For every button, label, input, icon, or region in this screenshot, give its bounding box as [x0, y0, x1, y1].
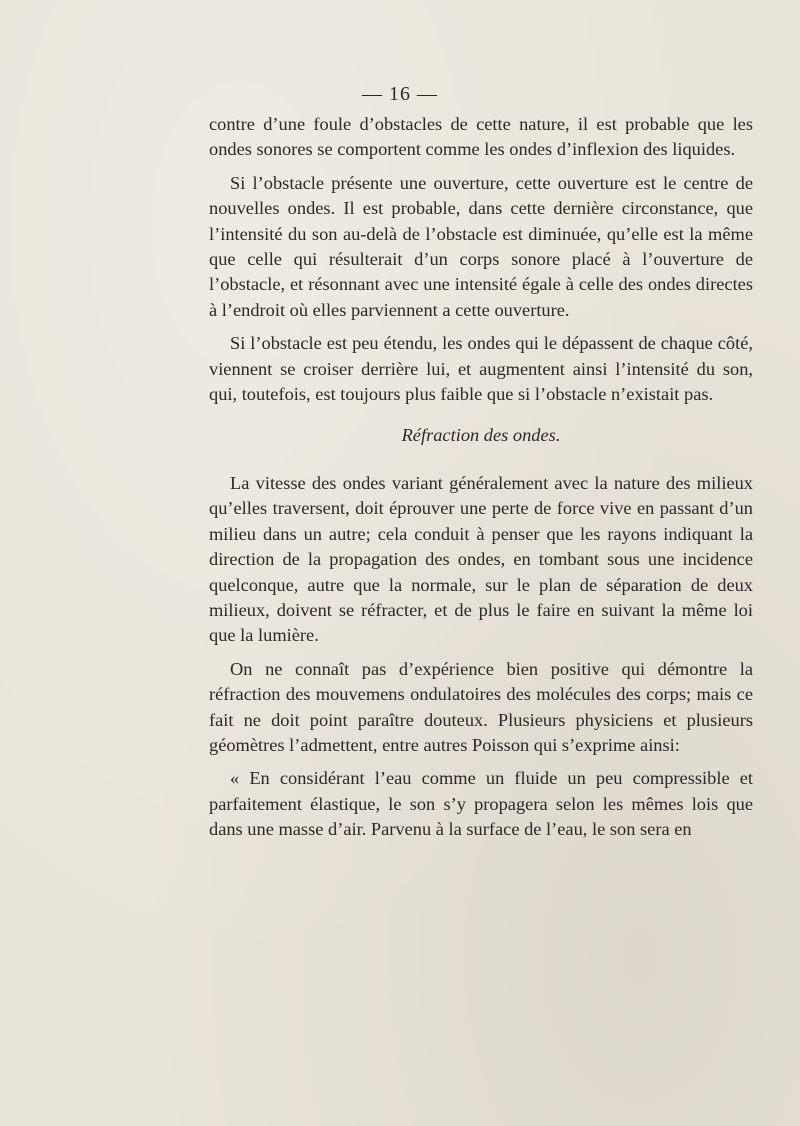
paragraph: Si l’obstacle présente une ouverture, cette ouverture est le centre de nouvelles ondes. Il est probable, dans cette dernière circonstance, que l’intensité du son au-delà de l’obstacle est diminuée, qu’elle est la même que celle qui résulterait d’un corps sonore placé à l’ouverture de l’obstacle, et résonnant avec une intensité égale à celle des ondes directes à l’endroit où elles parviennent a cette ouverture. [209, 172, 753, 320]
paragraph: Si l’obstacle est peu étendu, les ondes qui le dépassent de chaque côté, viennent se croiser derrière lui, et augmentent ainsi l’intensité du son, qui, toutefois, est toujours plus faible que si l’obstacle n’existait pas. [209, 333, 753, 405]
page-number: — 16 — [362, 83, 438, 105]
paragraph: On ne connaît pas d’expérience bien positive qui démontre la réfraction des mouvemens ondulatoires des molécules des corps; mais ce fait ne doit point paraître douteux. Plusieurs physiciens et plusieurs géomètres l’admettent, entre autres Poisson qui s’exprime ainsi: [209, 658, 753, 755]
paragraph: contre d’une foule d’obstacles de cette nature, il est probable que les ondes sonores se comportent comme les ondes d’inflexion des liquides. [209, 114, 753, 160]
paragraph: « En considérant l’eau comme un fluide un peu compressible et parfaitement élastique, le son s’y propagera selon les mêmes lois que dans une masse d’air. Parvenu à la surface de l’eau, le son sera en [209, 768, 753, 840]
section-heading: Réfraction des ondes. [401, 425, 561, 446]
text-body [209, 112, 753, 851]
paragraph: La vitesse des ondes variant généralement avec la nature des milieux qu’elles traversent, doit éprouver une perte de force vive en passant d’un milieu dans un autre; cela conduit à penser que les rayons indiquant la direction de la propagation des ondes, en tombant sous une incidence quelconque, autre que la normale, sur le plan de séparation de deux milieux, doivent se réfracter, et de plus le faire en suivant la même loi que la lumière. [209, 472, 753, 646]
